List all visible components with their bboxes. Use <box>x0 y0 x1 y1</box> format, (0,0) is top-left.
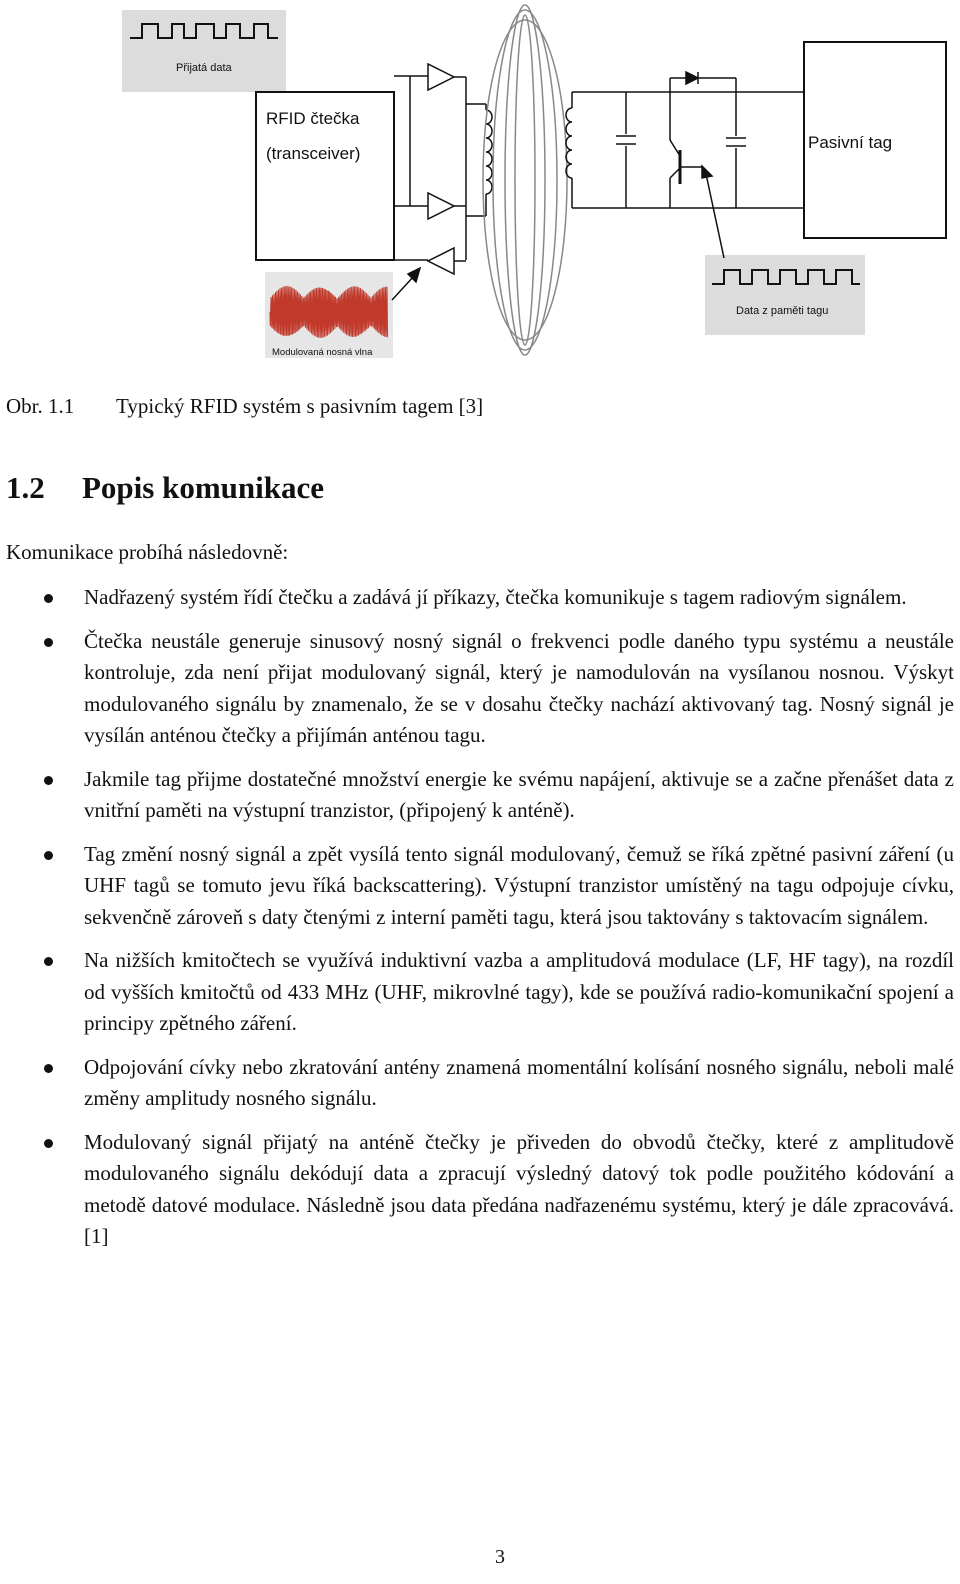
modulated-wave-arrow <box>392 268 420 300</box>
intro-paragraph: Komunikace probíhá následovně: <box>6 540 289 564</box>
electromagnetic-field-rings <box>483 5 567 355</box>
passive-tag-box <box>804 42 946 238</box>
rfid-system-diagram <box>0 0 960 370</box>
bullet-dot <box>44 851 53 860</box>
bullet-item <box>0 626 954 752</box>
bullet-dot <box>44 1139 53 1148</box>
bullet-text: Jakmile tag přijme dostatečné množství energie ke svému napájení, aktivuje se a začne přenášet data z vnitřní paměti na výstupní tranzistor, (připojený k anténě). <box>84 766 954 822</box>
section-heading <box>6 470 324 506</box>
bullet-text: Modulovaný signál přijatý na anténě čtečky je přiveden do obvodů čtečky, které z amplitudově modulovaného signálu dekódují data a zpracují výsledný datový tok podle použitého kódování a metodě datové modulace. Následně jsou data předána nadřazenému systému, který je dále zpracovává. [1] <box>84 1129 954 1248</box>
page-number: 3 <box>495 1546 505 1568</box>
bullet-item <box>0 582 954 614</box>
reader-label-line1: RFID čtečka <box>266 109 360 128</box>
diode <box>686 72 698 84</box>
tag-coil <box>566 108 572 178</box>
figure-caption-number: Obr. 1.1 <box>6 394 75 418</box>
tag-circuit <box>566 72 804 208</box>
bullet-item <box>0 1052 954 1115</box>
figure-caption-text: Typický RFID systém s pasivním tagem [3] <box>116 394 484 418</box>
bullet-text: Tag změní nosný signál a zpět vysílá tento signál modulovaný, čemuž se říká zpětné pasivní záření (u UHF tagů se tomuto jevu říká backscattering). Výstupní tranzistor umístěný na tagu odpojuje cívku, sekvenčně zároveň s daty čtenými z interní paměti tagu, která jsou taktovány s taktovacím signálem. <box>84 841 954 929</box>
reader-box <box>256 92 394 260</box>
figure-caption <box>6 394 483 419</box>
amplifier-triangle-middle <box>428 193 454 219</box>
section-number: 1.2 <box>6 470 45 505</box>
bullet-dot <box>44 1064 53 1073</box>
passive-tag-label: Pasivní tag <box>808 133 893 152</box>
bullet-item <box>0 1127 954 1253</box>
bullet-dot <box>44 594 53 603</box>
bullet-dot <box>44 638 53 647</box>
modulated-wave-label: Modulovaná nosná vlna <box>272 347 373 358</box>
bullet-item <box>0 764 954 827</box>
bullet-text: Čtečka neustále generuje sinusový nosný signál o frekvenci podle daného typu systému a neustále kontroluje, zda není přijat modulovaný signál, který je namodulován na vysílanou nosnou. Výskyt modulovaného signálu by znamenalo, že se v dosahu čtečky nachází aktivovaný tag. Nosný signál je vysílán anténou čtečky a přijímán anténou tagu. <box>84 628 954 747</box>
bullet-list <box>0 582 960 1265</box>
amplifier-triangle-top <box>428 64 454 90</box>
reader-label-line2: (transceiver) <box>266 144 361 163</box>
bullet-text: Odpojování cívky nebo zkratování antény znamená momentální kolísání nosného signálu, neboli malé změny amplitudy nosného signálu. <box>84 1054 954 1110</box>
received-data-panel <box>122 10 286 92</box>
received-data-label: Přijatá data <box>176 62 232 74</box>
amplifier-triangle-bottom <box>428 248 454 274</box>
tag-memory-label: Data z paměti tagu <box>736 305 829 317</box>
bullet-item <box>0 945 954 1040</box>
bullet-text: Nadřazený systém řídí čtečku a zadává jí příkazy, čtečka komunikuje s tagem radiovým signálem. <box>84 585 907 609</box>
section-title: Popis komunikace <box>82 470 325 505</box>
modulated-wave-panel <box>265 272 393 358</box>
bullet-item <box>0 839 954 934</box>
reader-circuit <box>394 64 492 274</box>
bullet-text: Na nižších kmitočtech se využívá induktivní vazba a amplitudová modulace (LF, HF tagy), na rozdíl od vyšších kmitočtů od 433 MHz (UHF, mikrovlné tagy), kde se používá radio-komunikační spojení a principy zpětného záření. <box>84 948 954 1035</box>
bullet-dot <box>44 957 53 966</box>
bullet-dot <box>44 776 53 785</box>
tag-memory-panel <box>705 255 865 335</box>
tag-memory-arrow <box>702 166 724 258</box>
reader-coil <box>486 110 492 194</box>
